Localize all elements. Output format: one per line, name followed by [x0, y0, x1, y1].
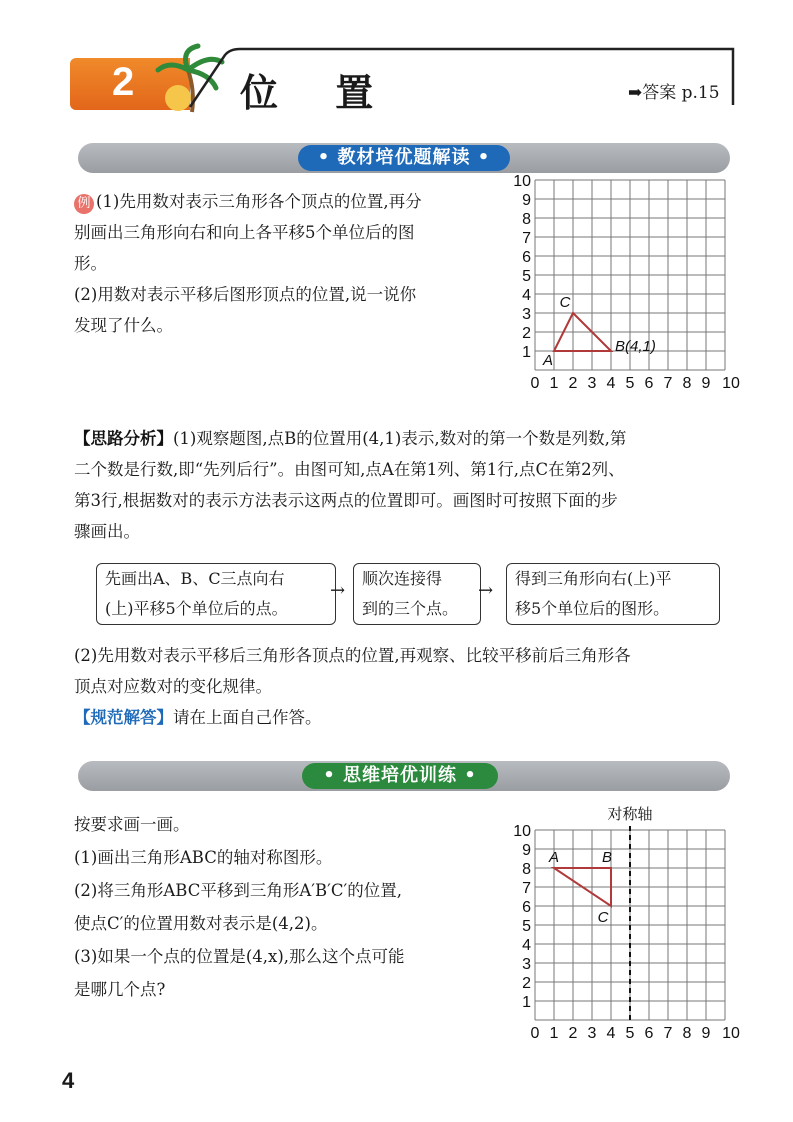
y-tick-label: 8 — [522, 211, 531, 228]
analysis-line1: (1)观察题图,点B的位置用(4,1)表示,数对的第一个数是列数,第 — [173, 429, 627, 448]
q2-line1: (2)用数对表示平移后图形顶点的位置,说一说你 — [74, 285, 417, 304]
part2-line1: (2)先用数对表示平移后三角形各顶点的位置,再观察、比较平移前后三角形各 — [74, 646, 631, 665]
y-tick-label: 7 — [522, 880, 531, 897]
x-tick-label: 5 — [625, 1025, 635, 1042]
x-tick-label: 10 — [722, 1025, 740, 1042]
q1-line1: (1)先用数对表示三角形各个顶点的位置,再分 — [96, 192, 422, 211]
training-q3-line2: 是哪几个点? — [74, 980, 166, 999]
flow-step-1-line1: 先画出A、B、C三点向右 — [105, 569, 285, 588]
x-tick-label: 2 — [568, 375, 578, 392]
section-banner-2 — [78, 761, 730, 791]
chart-title: 对称轴 — [607, 806, 653, 823]
x-tick-label: 6 — [644, 375, 654, 392]
section-title-2: • 思维培优训练 • — [302, 763, 498, 789]
y-tick-label: 1 — [522, 994, 531, 1011]
analysis-line2: 二个数是行数,即“先列后行”。由图可知,点A在第1列、第1行,点C在第2列、 — [74, 460, 625, 479]
chapter-number: 2 — [112, 60, 135, 104]
flow-step-1 — [96, 563, 336, 625]
vertex-label: C — [559, 294, 571, 311]
y-tick-label: 6 — [522, 249, 531, 266]
flow-step-2-line2: 到的三个点。 — [362, 599, 459, 618]
training-questions — [74, 808, 494, 1006]
section-title-1: • 教材培优题解读 • — [298, 145, 510, 171]
vertex-label: B — [601, 849, 613, 866]
y-tick-label: 10 — [513, 823, 531, 840]
x-tick-label: 1 — [549, 1025, 559, 1042]
training-q3-line1: (3)如果一个点的位置是(4,x),那么这个点可能 — [74, 947, 405, 966]
y-tick-label: 9 — [522, 192, 531, 209]
x-tick-label: 1 — [549, 375, 559, 392]
x-tick-label: 8 — [682, 375, 692, 392]
analysis — [74, 423, 744, 547]
y-tick-label: 6 — [522, 899, 531, 916]
y-tick-label: 10 — [513, 173, 531, 190]
x-tick-label: 4 — [606, 1025, 616, 1042]
coordinate-grid-1 — [505, 173, 745, 410]
answer-text: 请在上面自己作答。 — [173, 708, 322, 727]
vertex-label: A — [542, 352, 554, 369]
flow-step-2-line1: 顺次连接得 — [362, 569, 443, 588]
coordinate-grid-2 — [505, 805, 745, 1050]
x-tick-label: 4 — [606, 375, 616, 392]
x-tick-label: 3 — [587, 375, 597, 392]
y-tick-label: 4 — [522, 287, 531, 304]
flow-step-3-line2: 移5个单位后的图形。 — [515, 599, 670, 618]
x-tick-label: 3 — [587, 1025, 597, 1042]
y-tick-label: 7 — [522, 230, 531, 247]
vertex-label: C — [597, 909, 609, 926]
flow-arrow-2: → — [478, 580, 494, 601]
x-tick-label: 0 — [530, 375, 540, 392]
y-tick-label: 2 — [522, 975, 531, 992]
section-banner-1 — [78, 143, 730, 173]
chapter-title: 位 置 — [240, 71, 396, 115]
y-tick-label: 1 — [522, 344, 531, 361]
x-tick-label: 10 — [722, 375, 740, 392]
y-tick-label: 8 — [522, 861, 531, 878]
y-tick-label: 5 — [522, 918, 531, 935]
y-tick-label: 2 — [522, 325, 531, 342]
page-number: 4 — [62, 1068, 75, 1093]
analysis-label: 【思路分析】 — [74, 429, 173, 448]
vertex-label: A — [548, 849, 560, 866]
training-q2-line2: 使点C′的位置用数对表示是(4,2)。 — [74, 914, 328, 933]
vertex-label: B(4,1) — [615, 338, 656, 355]
y-tick-label: 4 — [522, 937, 531, 954]
flow-step-1-line2: (上)平移5个单位后的点。 — [105, 599, 288, 618]
flow-step-2 — [353, 563, 481, 625]
q2-line2: 发现了什么。 — [74, 316, 173, 335]
example-badge: 例 — [74, 194, 94, 214]
flow-step-3 — [506, 563, 720, 625]
x-tick-label: 5 — [625, 375, 635, 392]
flow-step-3-line1: 得到三角形向右(上)平 — [515, 569, 672, 588]
flow-arrow-1: → — [330, 580, 346, 601]
x-tick-label: 2 — [568, 1025, 578, 1042]
x-tick-label: 9 — [701, 375, 711, 392]
part2-line2: 顶点对应数对的变化规律。 — [74, 677, 272, 696]
training-intro: 按要求画一画。 — [74, 815, 190, 834]
example-question — [74, 186, 514, 341]
y-tick-label: 3 — [522, 956, 531, 973]
answer-label: 【规范解答】 — [74, 708, 173, 727]
answer-reference: ➡答案 p.15 — [628, 83, 720, 103]
y-tick-label: 9 — [522, 842, 531, 859]
q1-line3: 形。 — [74, 254, 107, 273]
x-tick-label: 6 — [644, 1025, 654, 1042]
y-tick-label: 5 — [522, 268, 531, 285]
x-tick-label: 0 — [530, 1025, 540, 1042]
training-q2-line1: (2)将三角形ABC平移到三角形A′B′C′的位置, — [74, 881, 402, 900]
x-tick-label: 9 — [701, 1025, 711, 1042]
x-tick-label: 7 — [663, 375, 673, 392]
training-q1: (1)画出三角形ABC的轴对称图形。 — [74, 848, 333, 867]
analysis-part2 — [74, 640, 744, 733]
x-tick-label: 8 — [682, 1025, 692, 1042]
analysis-line4: 骤画出。 — [74, 522, 140, 541]
analysis-line3: 第3行,根据数对的表示方法表示这两点的位置即可。画图时可按照下面的步 — [74, 491, 618, 510]
y-tick-label: 3 — [522, 306, 531, 323]
q1-line2: 别画出三角形向右和向上各平移5个单位后的图 — [74, 223, 415, 242]
x-tick-label: 7 — [663, 1025, 673, 1042]
